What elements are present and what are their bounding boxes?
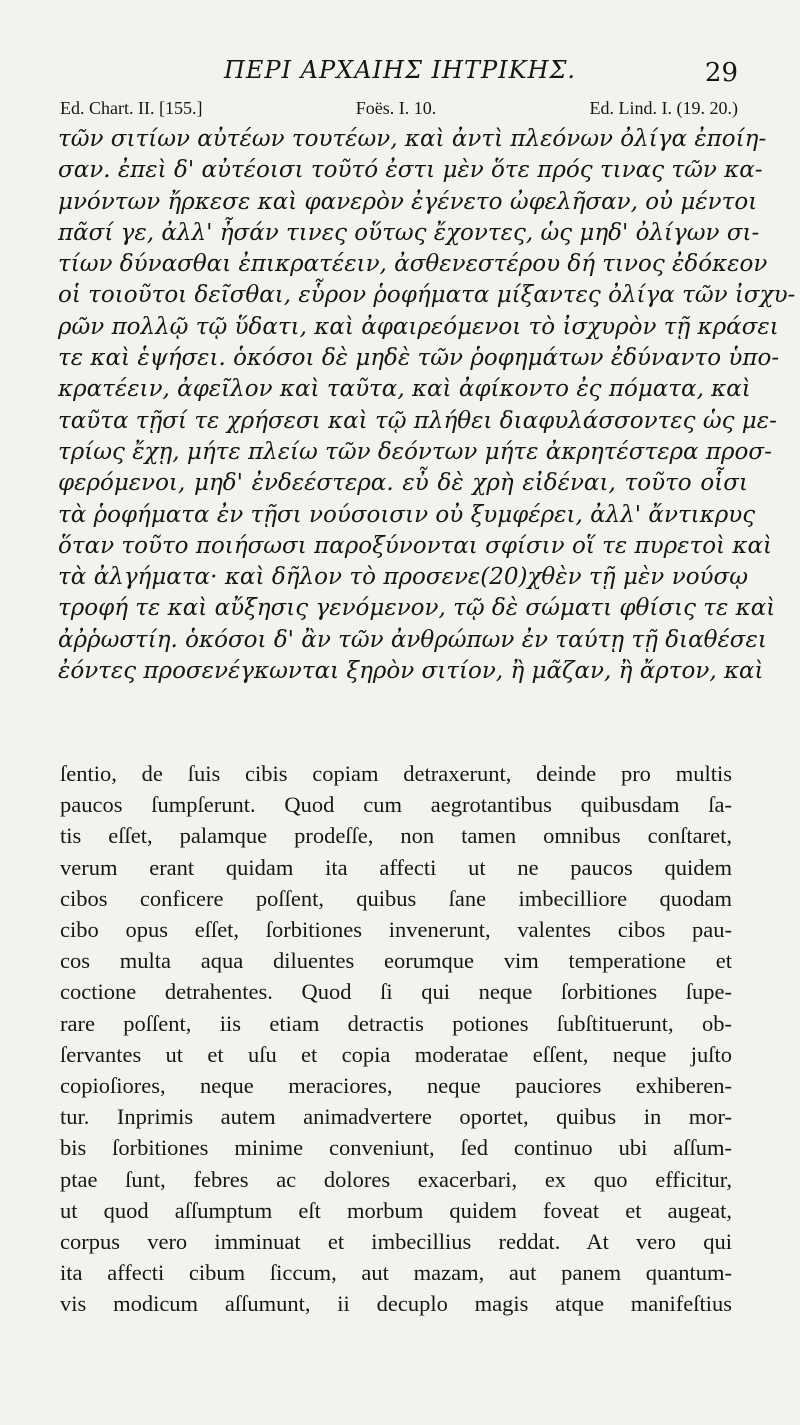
greek-line: τρίως ἔχῃ, μήτε πλείω τῶν δεόντων μήτε ἀκρητέστερα προσ- [58, 438, 772, 465]
latin-line: cibos conficere poſſent, quibus ſane imbecilliore quodam [60, 885, 732, 911]
latin-line: bis ſorbitiones minime conveniunt, ſed continuo ubi aſſum- [60, 1135, 732, 1161]
chartier-reference: Ed. Chart. II. [155.] [60, 98, 203, 118]
latin-line: verum erant quidam ita affecti ut ne paucos quidem [60, 854, 732, 880]
latin-line: copioſiores, neque meraciores, neque pauciores exhiberen- [60, 1073, 732, 1099]
latin-line: ut quod aſſumptum eſt morbum quidem foveat et augeat, [60, 1197, 732, 1223]
foesius-reference: Foës. I. 10. [355, 98, 437, 118]
greek-text-block [58, 124, 796, 687]
greek-line: φερόμενοι, μηδ' ἐνδεέστερα. εὖ δὲ χρὴ εἰδέναι, τοῦτο οἷσι [58, 470, 748, 497]
latin-line: coctione detrahentes. Quod ſi qui neque ſorbitiones ſupe- [60, 979, 732, 1005]
latin-line: tis eſſet, palamque prodeſſe, non tamen omnibus conſtaret, [60, 823, 732, 849]
greek-line: οἱ τοιοῦτοι δεῖσθαι, εὗρον ῥοφήματα μίξαντες ὀλίγα τῶν ἰσχυ- [58, 282, 796, 309]
greek-line: ρῶν πολλῷ τῷ ὕδατι, καὶ ἀφαιρεόμενοι τὸ ἰσχυρὸν τῇ κράσει [58, 313, 779, 340]
greek-line: τε καὶ ἑψήσει. ὁκόσοι δὲ μηδὲ τῶν ῥοφημάτων ἐδύναντο ὑπο- [58, 345, 780, 372]
latin-line: ſentio, de ſuis cibis copiam detraxerunt, deinde pro multis [60, 761, 732, 786]
greek-line: σαν. ἐπεὶ δ' αὐτέοισι τοῦτό ἐστι μὲν ὅτε πρός τινας τῶν κα- [58, 157, 763, 184]
latin-line: paucos ſumpſerunt. Quod cum aegrotantibus quibusdam ſa- [60, 792, 732, 818]
latin-line: vis modicum aſſumunt, ii decuplo magis atque manifeſtius [60, 1291, 732, 1317]
latin-line: tur. Inprimis autem animadvertere oportet, quibus in mor- [60, 1104, 732, 1130]
latin-line: cos multa aqua diluentes eorumque vim temperatione et [60, 948, 732, 974]
linden-reference: Ed. Lind. I. (19. 20.) [589, 98, 738, 118]
latin-line: ita affecti cibum ſiccum, aut mazam, aut panem quantum- [60, 1260, 732, 1286]
latin-line: corpus vero imminuat et imbecillius reddat. At vero qui [60, 1229, 732, 1255]
greek-line: μνόντων ἤρκεσε καὶ φανερὸν ἐγένετο ὠφελῆσαν, οὐ μέντοι [58, 188, 758, 215]
page-number: 29 [704, 58, 738, 88]
greek-line: πᾶσί γε, ἀλλ' ἦσάν τινες οὕτως ἔχοντες, ὡς μηδ' ὀλίγων σι- [58, 219, 760, 246]
latin-line: ptae ſunt, febres ac dolores exacerbari, ex quo efficitur, [60, 1166, 732, 1192]
greek-line: τῶν σιτίων αὐτέων τουτέων, καὶ ἀντὶ πλεόνων ὀλίγα ἐποίη- [58, 126, 767, 152]
running-title: ΠΕΡΙ ΑΡΧΑΙΗΣ ΙΗΤΡΙΚΗΣ. [223, 56, 577, 84]
greek-line: τὰ ἀλγήματα· καὶ δῆλον τὸ προσενε(20)χθὲν τῇ μὲν νούσῳ [58, 564, 748, 591]
latin-line: cibo opus eſſet, ſorbitiones invenerunt, valentes cibos pau- [60, 917, 732, 943]
greek-line: τὰ ῥοφήματα ἐν τῇσι νούσοισιν οὐ ξυμφέρει, ἀλλ' ἄντικρυς [58, 501, 756, 528]
greek-line: κρατέειν, ἀφεῖλον καὶ ταῦτα, καὶ ἀφίκοντο ἐς πόματα, καὶ [58, 376, 751, 403]
greek-line: ὅταν τοῦτο ποιήσωσι παροξύνονται σφίσιν οἵ τε πυρετοὶ καὶ [58, 532, 773, 559]
latin-translation-block [60, 758, 732, 1320]
greek-line: ταῦτα τῇσί τε χρήσεσι καὶ τῷ πλήθει διαφυλάσσοντες ὡς με- [58, 407, 777, 434]
greek-line: τροφή τε καὶ αὔξησις γενόμενον, τῷ δὲ σώματι φθίσις τε καὶ [58, 595, 776, 622]
latin-line: rare poſſent, iis etiam detractis potiones ſubſtituerunt, ob- [60, 1010, 732, 1036]
edition-references [60, 98, 738, 119]
greek-line: ἀῤῥωστίη. ὁκόσοι δ' ἂν τῶν ἀνθρώπων ἐν ταύτῃ τῇ διαθέσει [58, 626, 767, 653]
latin-line: ſervantes ut et uſu et copia moderatae eſſent, neque juſto [60, 1041, 732, 1067]
greek-line: τίων δύνασθαι ἐπικρατέειν, ἀσθενεστέρου δή τινος ἐδόκεον [58, 251, 768, 278]
greek-line: ἐόντες προσενέγκωνται ξηρὸν σιτίον, ἢ μᾶζαν, ἢ ἄρτον, καὶ [58, 658, 764, 685]
